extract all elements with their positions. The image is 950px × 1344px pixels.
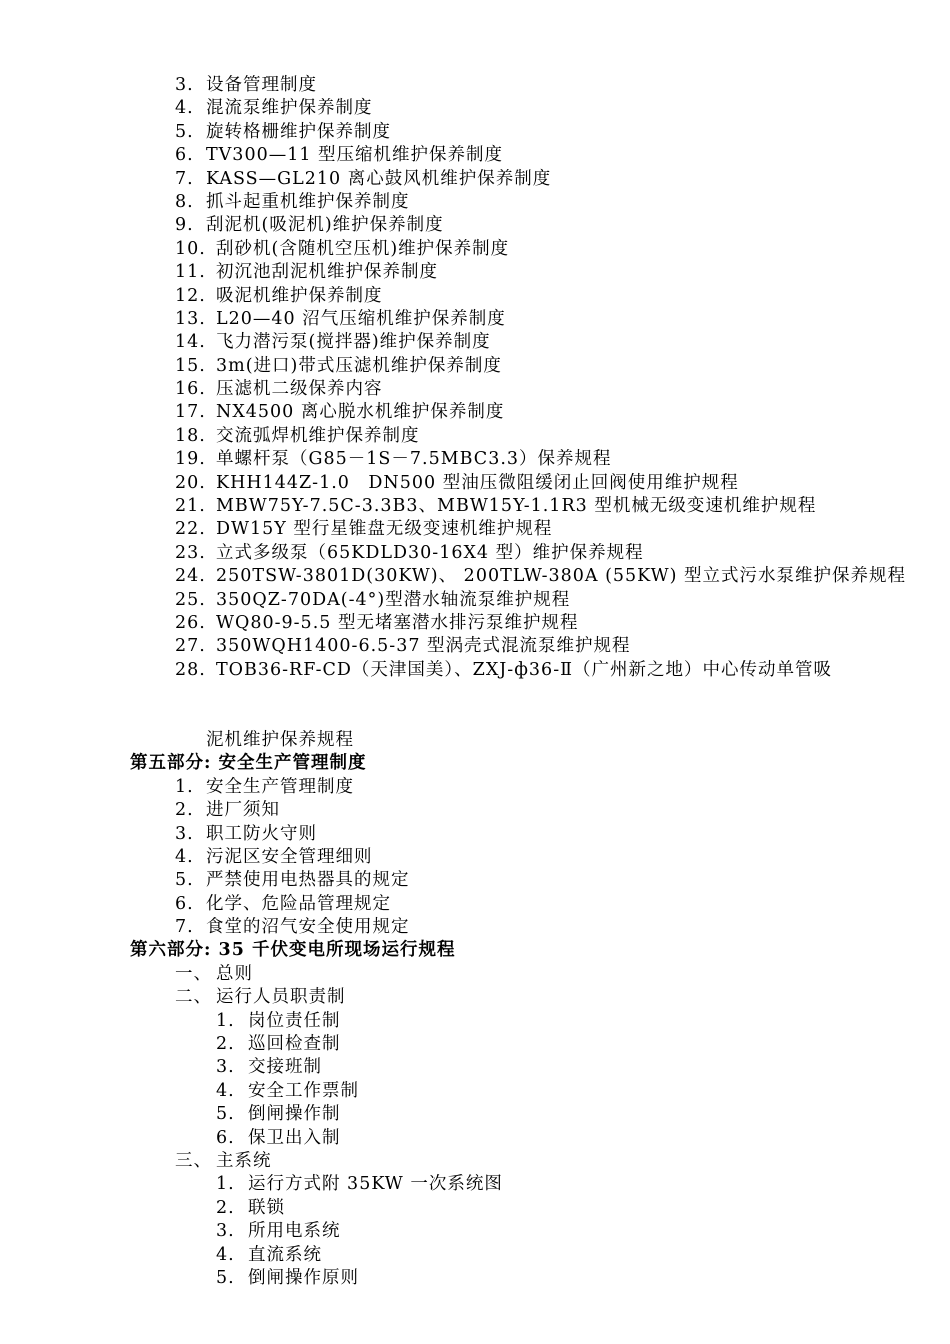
section-heading-part5: 第五部分: 安全生产管理制度 (130, 753, 367, 774)
list-item: 1. 安全生产管理制度 (175, 776, 354, 797)
document-body (0, 74, 950, 1290)
list-item: 16. 压滤机二级保养内容 (175, 379, 383, 400)
list-item: 23. 立式多级泵（65KDLD30-16X4 型）维护保养规程 (175, 542, 644, 563)
list-item: 25. 350QZ-70DA(-4°)型潜水轴流泵维护规程 (175, 589, 571, 610)
list-item: 28. TOB36-RF-CD（天津国美）、ZXJ-ф36-Ⅱ（广州新之地）中心传动单管吸 (175, 659, 832, 680)
list-item: 17. NX4500 离心脱水机维护保养制度 (175, 402, 505, 423)
list-item: 2. 联锁 (216, 1197, 285, 1218)
subsection-heading: 一、 总则 (175, 963, 253, 984)
section-heading-part6: 第六部分: 35 千伏变电所现场运行规程 (130, 940, 456, 961)
subsection-heading: 二、 运行人员职责制 (175, 987, 346, 1008)
list-item: 24. 250TSW-3801D(30KW)、 200TLW-380A (55KW) 型立式污水泵维护保养规程 (175, 566, 907, 587)
list-item: 3. 设备管理制度 (175, 75, 317, 95)
list-item: 6. 化学、危险品管理规定 (175, 893, 391, 914)
list-item: 22. DW15Y 型行星锥盘无级变速机维护规程 (175, 519, 553, 540)
list-item: 15. 3m(进口)带式压滤机维护保养制度 (175, 355, 502, 376)
list-item: 6. 保卫出入制 (216, 1127, 341, 1148)
list-item: 20. KHH144Z-1.0 DN500 型油压微阻缓闭止回阀使用维护规程 (175, 472, 739, 493)
list-item: 12. 吸泥机维护保养制度 (175, 285, 383, 306)
list-item: 5. 倒闸操作原则 (216, 1267, 359, 1288)
list-item: 21. MBW75Y-7.5C-3.3B3、MBW15Y-1.1R3 型机械无级变速机维护规程 (175, 496, 817, 517)
list-item: 14. 飞力潜污泵(搅拌器)维护保养制度 (175, 332, 491, 353)
list-item: 3. 职工防火守则 (175, 823, 317, 844)
list-item: 2. 进厂须知 (175, 800, 280, 821)
list-item: 1. 岗位责任制 (216, 1010, 341, 1031)
list-item: 18. 交流弧焊机维护保养制度 (175, 425, 420, 446)
list-item: 5. 倒闸操作制 (216, 1104, 341, 1125)
list-item: 4. 直流系统 (216, 1244, 322, 1265)
list-item: 6. TV300—11 型压缩机维护保养制度 (175, 145, 504, 166)
list-item: 2. 巡回检查制 (216, 1034, 341, 1055)
list-item: 9. 刮泥机(吸泥机)维护保养制度 (175, 215, 444, 236)
list-item: 26. WQ80-9-5.5 型无堵塞潜水排污泵维护规程 (175, 612, 579, 633)
list-item: 10. 刮砂机(含随机空压机)维护保养制度 (175, 238, 510, 259)
list-item: 4. 安全工作票制 (216, 1080, 359, 1101)
list-item (0, 682, 950, 705)
list-item: 4. 混流泵维护保养制度 (175, 98, 373, 119)
subsection-heading: 三、 主系统 (175, 1150, 272, 1171)
list-item: 3. 交接班制 (216, 1057, 322, 1078)
list-item: 13. L20—40 沼气压缩机维护保养制度 (175, 308, 506, 329)
list-item: 11. 初沉池刮泥机维护保养制度 (175, 262, 438, 283)
list-item: 27. 350WQH1400-6.5-37 型涡壳式混流泵维护规程 (175, 636, 631, 657)
list-item: 19. 单螺杆泵（G85－1S－7.5MBC3.3）保养规程 (175, 449, 612, 470)
list-item: 8. 抓斗起重机维护保养制度 (175, 191, 410, 212)
list-item: 7. KASS—GL210 离心鼓风机维护保养制度 (175, 168, 552, 189)
list-item: 3. 所用电系统 (216, 1221, 341, 1242)
list-item: 4. 污泥区安全管理细则 (175, 846, 373, 867)
list-item: 5. 旋转格栅维护保养制度 (175, 121, 391, 142)
list-item: 5. 严禁使用电热器具的规定 (175, 870, 410, 891)
list-item: 1. 运行方式附 35KW 一次系统图 (216, 1174, 503, 1195)
list-item-continuation: 泥机维护保养规程 (206, 729, 354, 750)
list-item: 7. 食堂的沼气安全使用规定 (175, 917, 410, 938)
list-item (0, 706, 950, 729)
